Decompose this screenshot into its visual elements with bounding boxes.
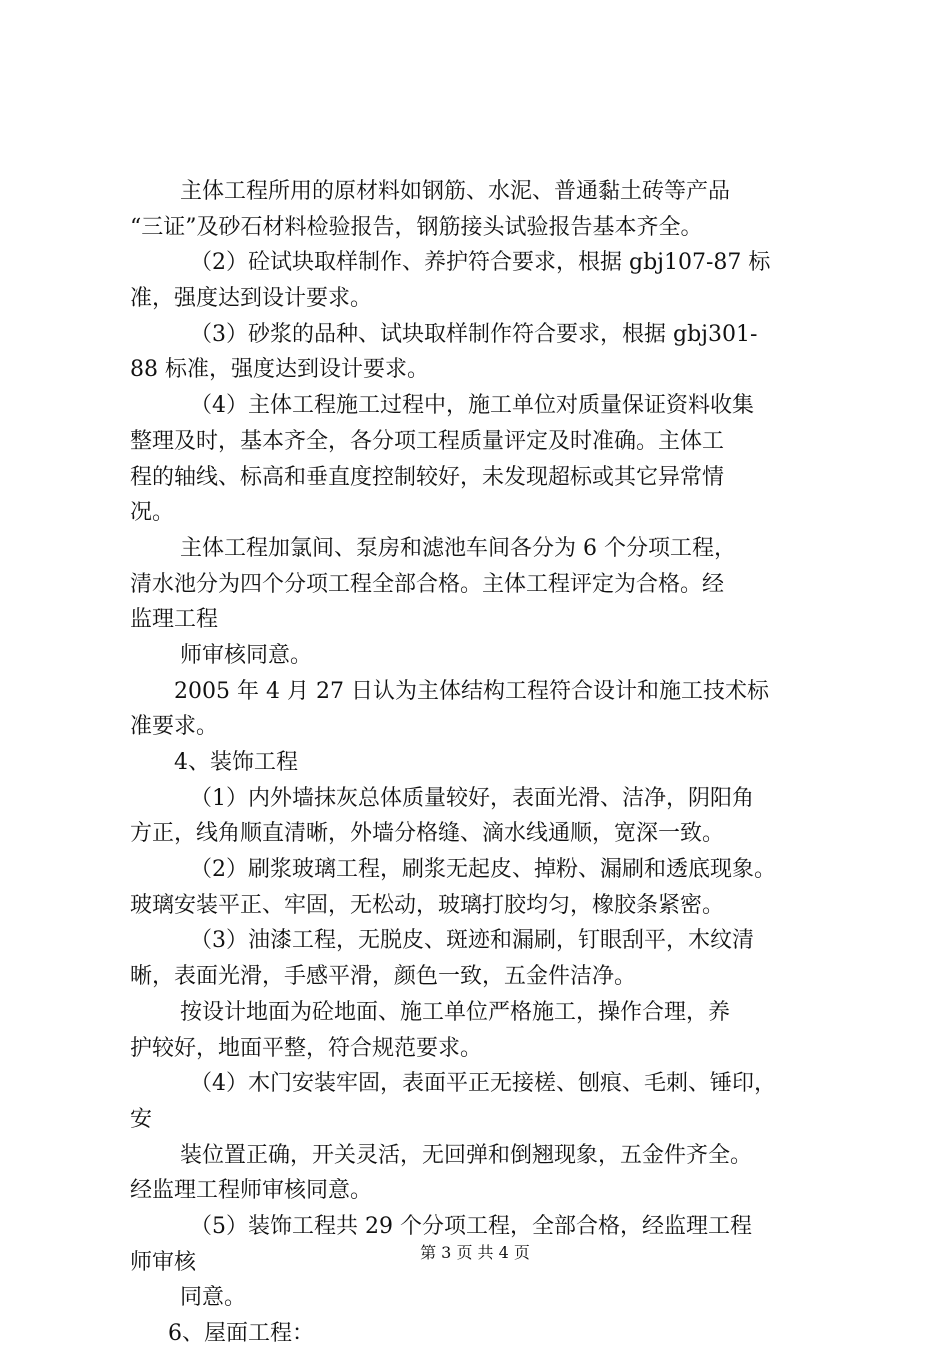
text-line: 主体工程加氯间、泵房和滤池车间各分为 6 个分项工程， [180, 535, 736, 561]
text-line: 况。 [130, 500, 175, 526]
text-line: 方正，线角顺直清晰，外墙分格缝、滴水线通顺，宽深一致。 [130, 821, 725, 847]
text-line: 安 [130, 1106, 153, 1132]
text-line: 88 标准，强度达到设计要求。 [130, 357, 429, 383]
text-line: 主体工程所用的原材料如钢筋、水泥、普通黏土砖等产品 [180, 179, 731, 204]
section-heading: 6、屋面工程： [168, 1321, 314, 1346]
text-line: 整理及时，基本齐全，各分项工程质量评定及时准确。主体工 [130, 428, 725, 454]
text-line: （5）装饰工程共 29 个分项工程，全部合格，经监理工程 [190, 1213, 752, 1239]
text-line: 按设计地面为砼地面、施工单位严格施工，操作合理，养 [180, 999, 731, 1025]
text-line: （4）主体工程施工过程中，施工单位对质量保证资料收集 [190, 393, 754, 419]
text-line: 师审核同意。 [180, 642, 313, 668]
section-heading: 4、装饰工程 [174, 750, 298, 775]
text-line: （2）砼试块取样制作、养护符合要求，根据 gbj107-87 标 [190, 250, 771, 276]
document-body [130, 174, 850, 1352]
text-line: 同意。 [180, 1285, 247, 1311]
page-number-footer: 第 3 页 共 4 页 [420, 1243, 530, 1262]
text-line: 师审核 [130, 1249, 197, 1275]
text-line: 准，强度达到设计要求。 [130, 286, 373, 312]
text-line: 经监理工程师审核同意。 [130, 1178, 373, 1204]
text-line: 晰，表面光滑，手感平滑，颜色一致，五金件洁净。 [130, 964, 637, 990]
text-line: “三证”及砂石材料检验报告，钢筋接头试验报告基本齐全。 [130, 214, 703, 240]
text-line: 程的轴线、标高和垂直度控制较好，未发现超标或其它异常情 [130, 464, 725, 490]
text-line: 护较好，地面平整，符合规范要求。 [130, 1035, 483, 1061]
text-line: 2005 年 4 月 27 日认为主体结构工程符合设计和施工技术标 [174, 678, 769, 704]
text-line: 清水池分为四个分项工程全部合格。主体工程评定为合格。经 [130, 571, 725, 597]
text-line: 装位置正确，开关灵活，无回弹和倒翘现象，五金件齐全。 [180, 1142, 753, 1168]
text-line: 玻璃安装平正、牢固，无松动，玻璃打胶均匀，橡胶条紧密。 [130, 892, 725, 918]
text-line: （1）内外墙抹灰总体质量较好，表面光滑、洁净，阴阳角 [190, 785, 754, 811]
text-line: （2）刷浆玻璃工程，刷浆无起皮、掉粉、漏刷和透底现象。 [190, 857, 776, 883]
text-line: 准要求。 [130, 714, 219, 740]
text-line: （3）砂浆的品种、试块取样制作符合要求，根据 gbj301- [190, 321, 758, 347]
text-line: 监理工程 [130, 607, 219, 633]
text-line: （4）木门安装牢固，表面平正无接槎、刨痕、毛刺、锤印， [190, 1071, 776, 1097]
text-line: （3）油漆工程，无脱皮、斑迹和漏刷，钉眼刮平，木纹清 [190, 928, 754, 954]
